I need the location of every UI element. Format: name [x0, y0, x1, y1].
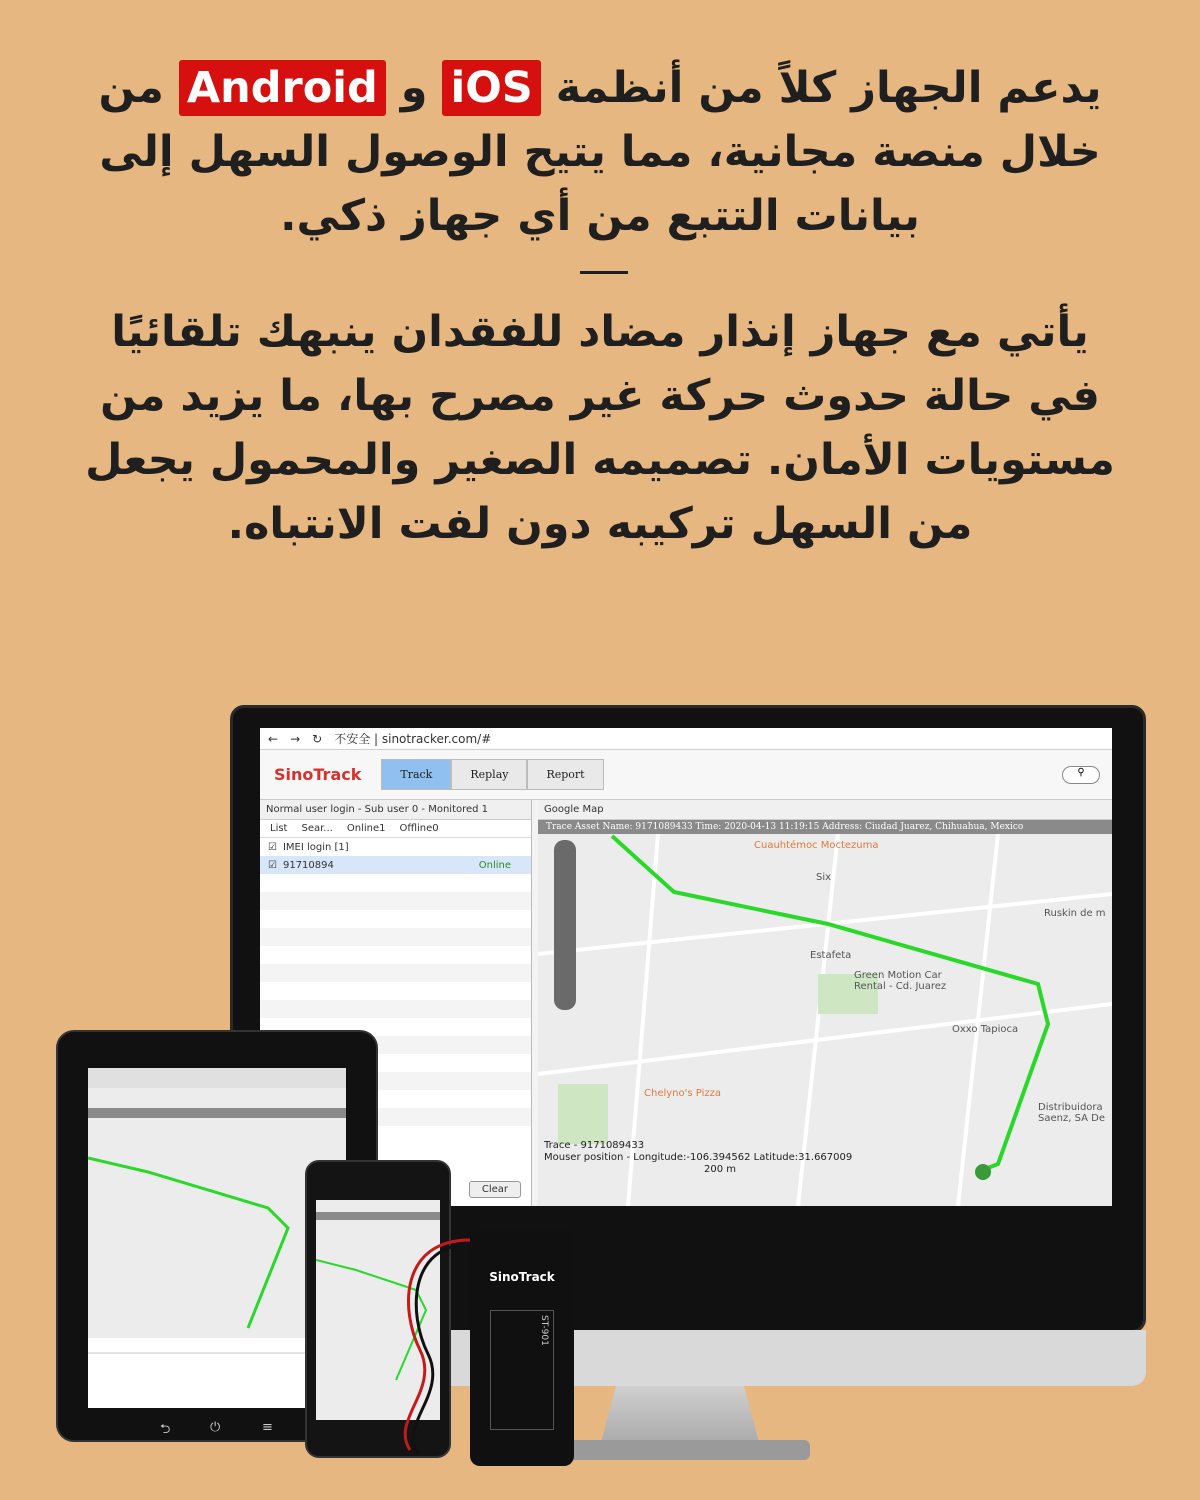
trace-name: Trace - 9171089433 [544, 1140, 645, 1151]
main-tabs [381, 759, 603, 790]
conjunction-text: و [400, 63, 428, 113]
map-label-1: Six [816, 872, 832, 883]
offline-filter[interactable]: Offline0 [399, 823, 439, 834]
map-label-0: Cuauhtémoc Moctezuma [754, 840, 879, 851]
gps-tracker [470, 1230, 574, 1466]
tree-login[interactable]: ☑ IMEI login [1] [268, 841, 349, 853]
intro-paragraph [80, 56, 1120, 248]
app-header [260, 750, 1112, 800]
map-header: Google Map [538, 800, 1112, 820]
monitor-stand [600, 1386, 760, 1446]
alarm-paragraph: يأتي مع جهاز إنذار مضاد للفقدان ينبهك تلقائيًا في حالة حدوث حركة غير مصرح بها، ما يزيد من مستويات الأمان. تصميمه الصغير والمحمول يجعل من السهل تركيبه دون لفت الانتباه. [85, 307, 1115, 549]
map-label-7: Distribuidora Saenz, SA De [1038, 1102, 1105, 1124]
address-bar [260, 728, 1112, 750]
divider [580, 271, 628, 274]
search-tab[interactable]: Sear... [301, 823, 333, 834]
map-label-4: Green Motion Car Rental - Cd. Juarez [854, 970, 947, 992]
device-id: 91710894 [282, 859, 334, 871]
trace-readout [544, 1140, 852, 1176]
forward-icon[interactable]: → [290, 731, 301, 746]
map-label-6: Chelyno's Pizza [644, 1088, 721, 1099]
list-tab[interactable]: List [270, 823, 288, 834]
tab-track[interactable]: Track [381, 759, 451, 790]
sinotrack-logo: SinoTrack [274, 765, 362, 784]
device-row[interactable] [260, 856, 531, 874]
refresh-icon[interactable]: ↻ [312, 731, 323, 746]
zoom-slider [554, 840, 576, 1010]
map-scale: 200 m [704, 1164, 737, 1175]
back-icon[interactable]: ← [268, 731, 279, 746]
device-checkbox[interactable]: ☑ [268, 859, 277, 871]
map-panel [538, 800, 1112, 1206]
tab-replay[interactable]: Replay [451, 759, 527, 790]
tracker-wires [380, 1230, 480, 1460]
tracker-brand: SinoTrack [489, 1270, 555, 1284]
monitor-base [560, 1440, 810, 1460]
tab-report[interactable]: Report [527, 759, 603, 790]
clear-button[interactable]: Clear [469, 1181, 521, 1198]
monitor-screen [260, 728, 1112, 1206]
tree-login-label: IMEI login [1] [282, 841, 349, 853]
menu-icon[interactable]: ≡ [262, 1420, 273, 1435]
online-filter[interactable]: Online1 [346, 823, 386, 834]
map-label-3: Estafeta [810, 950, 852, 961]
intro-text-before: يدعم الجهاز كلاً من أنظمة [555, 63, 1102, 113]
ios-tag: iOS [442, 60, 540, 116]
panel-toolbar [260, 820, 531, 838]
mouse-position: Mouser position - Longitude:-106.394562 Latitude:31.667009 [544, 1152, 853, 1163]
power-icon[interactable]: ⏻ [210, 1420, 221, 1435]
tracker-model: ST-901 [490, 1310, 554, 1430]
map-label-5: Oxxo Tapioca [952, 1024, 1019, 1035]
panel-header: Normal user login - Sub user 0 - Monitored 1 [260, 800, 531, 820]
intro-text-after: من خلال منصة مجانية، مما يتيح الوصول السهل إلى بيانات التتبع من أي جهاز ذكي. [98, 63, 1101, 241]
back-nav-icon[interactable]: ⮌ [160, 1422, 171, 1437]
map-info-bar: Trace Asset Name: 9171089433 Time: 2020-04-13 11:19:15 Address: Ciudad Juarez, Chihuahua, Mexico [538, 820, 1112, 834]
url-text[interactable]: 不安全 | sinotracker.com/# [334, 732, 492, 746]
android-tag: Android [179, 60, 386, 116]
map-label-2: Ruskin de m [1044, 908, 1106, 919]
user-icon[interactable]: ⚲ [1062, 766, 1100, 784]
device-status: Online [478, 859, 511, 871]
